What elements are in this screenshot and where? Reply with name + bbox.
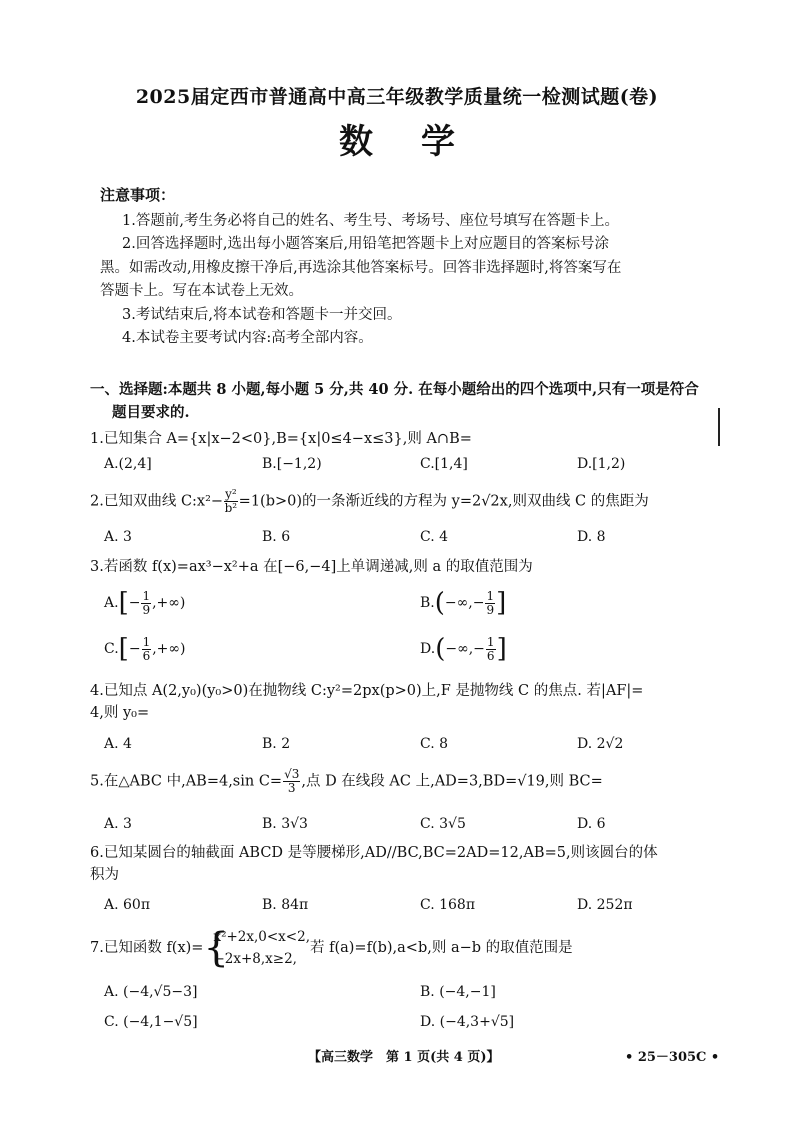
question-5-options <box>104 816 704 840</box>
option-a <box>104 588 185 618</box>
bracket: ] <box>496 634 507 664</box>
section-line: 一、选择题:本题共 8 小题,每小题 5 分,共 40 分. 在每小题给出的四个选项中,只有一项是符合 <box>90 381 699 398</box>
numerator: 1 <box>142 588 151 603</box>
option-d: D. 8 <box>577 529 606 545</box>
stem-text: ,点 D 在线段 AC 上,AD=3,BD=√19,则 BC= <box>301 773 603 790</box>
piecewise-function <box>203 926 310 970</box>
case-2: −2x+8,x≥2, <box>213 951 297 967</box>
question-6-options <box>104 897 704 921</box>
question-2-options <box>104 529 704 553</box>
option-a: A. 60π <box>104 897 151 913</box>
question-1-options <box>104 456 704 480</box>
numerator: 1 <box>142 634 151 649</box>
stem-line: 积为 <box>90 867 119 883</box>
denominator: 9 <box>142 602 151 617</box>
option-pre: −∞,− <box>445 641 485 657</box>
question-3-stem: 3.若函数 f(x)=ax³−x²+a 在[−6,−4]上单调递减,则 a 的取值范围为 <box>90 559 533 575</box>
note-item: 4.本试卷主要考试内容:高考全部内容。 <box>122 330 373 346</box>
question-7-options-row1 <box>104 984 704 1008</box>
fraction <box>224 488 238 515</box>
fraction <box>486 636 496 663</box>
stem-text: 若 f(a)=f(b),a<b,则 a−b 的取值范围是 <box>310 940 573 956</box>
numerator: 1 <box>486 634 495 649</box>
fraction <box>141 590 151 617</box>
bracket: ] <box>496 588 507 618</box>
fraction <box>142 636 152 663</box>
option-d <box>420 634 507 664</box>
page-number: 【高三数学 第 1 页(共 4 页)】 <box>308 1050 500 1065</box>
question-3-options-row2 <box>104 634 704 674</box>
option-pre: −∞,− <box>444 595 485 611</box>
option-d: D. 6 <box>577 816 606 832</box>
numerator: y² <box>225 487 237 501</box>
exam-title: 2025届定西市普通高中高三年级教学质量统一检测试题(卷) <box>135 86 659 108</box>
option-label: C. <box>104 641 119 657</box>
sign: − <box>128 641 141 657</box>
note-item: 3.考试结束后,将本试卷和答题卡一并交回。 <box>122 306 402 323</box>
fraction <box>485 590 495 617</box>
numerator: 1 <box>486 588 495 603</box>
note-item: 1.答题前,考生务必将自己的姓名、考生号、考场号、座位号填写在答题卡上。 <box>122 212 619 229</box>
option-b <box>420 588 506 618</box>
question-7-stem <box>90 926 730 970</box>
notes-heading: 注意事项： <box>100 186 176 204</box>
subject-title: 数学 <box>339 122 503 162</box>
notes-block <box>100 184 700 351</box>
option-b: B.[−1,2) <box>262 456 322 472</box>
option-d: D. 2√2 <box>577 736 624 752</box>
option-c: C. 3√5 <box>420 816 466 832</box>
option-c: C. 4 <box>420 529 449 545</box>
option-c: C. 8 <box>420 736 449 752</box>
option-d: D.[1,2) <box>577 456 626 472</box>
denominator: b² <box>224 501 238 515</box>
note-item: 黑。如需改动,用橡皮擦干净后,再选涂其他答案标号。回答非选择题时,将答案写在 <box>100 259 622 276</box>
option-a: A. 3 <box>104 816 132 832</box>
bracket: [ <box>118 588 129 618</box>
bracket: ( <box>435 634 446 664</box>
option-c: C. 168π <box>420 897 476 913</box>
option-d: D. (−4,3+√5] <box>420 1014 515 1030</box>
option-b: B. 2 <box>262 736 291 752</box>
stem-line: 4.已知点 A(2,y₀)(y₀>0)在抛物线 C:y²=2px(p>0)上,F 是抛物线 C 的焦点. 若|AF|= <box>90 683 644 699</box>
stem-text: 7.已知函数 f(x)= <box>90 940 204 956</box>
exam-code: • 25－305C • <box>625 1050 720 1065</box>
option-label: B. <box>420 595 435 611</box>
section-line: 题目要求的. <box>112 404 190 421</box>
stem-text: =1(b>0)的一条渐近线的方程为 y=2√2x,则双曲线 C 的焦距为 <box>238 493 649 510</box>
stem-text: 2.已知双曲线 C:x²− <box>90 493 224 510</box>
option-label: D. <box>420 641 436 657</box>
section-heading <box>90 378 730 424</box>
stem-line: 4,则 y₀= <box>90 705 150 721</box>
denominator: 3 <box>287 781 296 795</box>
option-label: A. <box>104 595 119 611</box>
denominator: 6 <box>486 648 495 663</box>
sign: − <box>128 595 141 611</box>
option-rest: ,+∞) <box>152 595 186 611</box>
question-4-stem <box>90 680 730 724</box>
option-c: C.[1,4] <box>420 456 468 472</box>
numerator: √3 <box>284 767 300 781</box>
question-1-stem: 1.已知集合 A={x|x−2<0},B={x|0≤4−x≤3},则 A∩B= <box>90 431 472 447</box>
question-3-options-row1 <box>104 588 704 628</box>
option-a: A. 3 <box>104 529 132 545</box>
stem-line: 6.已知某圆台的轴截面 ABCD 是等腰梯形,AD//BC,BC=2AD=12,AB=5,则该圆台的体 <box>90 845 658 861</box>
option-b: B. 84π <box>262 897 309 913</box>
question-7-options-row2 <box>104 1014 704 1038</box>
bracket: ( <box>434 588 445 618</box>
option-b: B. (−4,−1] <box>420 984 496 1000</box>
case-1: x²+2x,0<x<2, <box>213 929 310 945</box>
option-b: B. 3√3 <box>262 816 308 832</box>
option-b: B. 6 <box>262 529 291 545</box>
fraction <box>283 768 300 795</box>
option-a: A. 4 <box>104 736 132 752</box>
option-c <box>104 634 186 664</box>
denominator: 6 <box>142 648 151 663</box>
denominator: 9 <box>486 602 495 617</box>
note-item: 2.回答选择题时,选出每小题答案后,用铅笔把答题卡上对应题目的答案标号涂 <box>122 236 610 252</box>
question-6-stem <box>90 842 730 886</box>
note-item: 答题卡上。写在本试卷上无效。 <box>100 283 303 299</box>
option-c: C. (−4,1−√5] <box>104 1014 198 1030</box>
question-5-stem <box>90 768 730 795</box>
question-4-options <box>104 736 704 760</box>
question-2-stem <box>90 488 730 515</box>
option-a: A. (−4,√5−3] <box>104 984 198 1000</box>
bracket: [ <box>118 634 129 664</box>
option-d: D. 252π <box>577 897 633 913</box>
brace-icon: { <box>203 925 229 971</box>
stem-text: 5.在△ABC 中,AB=4,sin C= <box>90 773 283 790</box>
option-rest: ,+∞) <box>152 641 186 657</box>
option-a: A.(2,4] <box>104 456 152 472</box>
